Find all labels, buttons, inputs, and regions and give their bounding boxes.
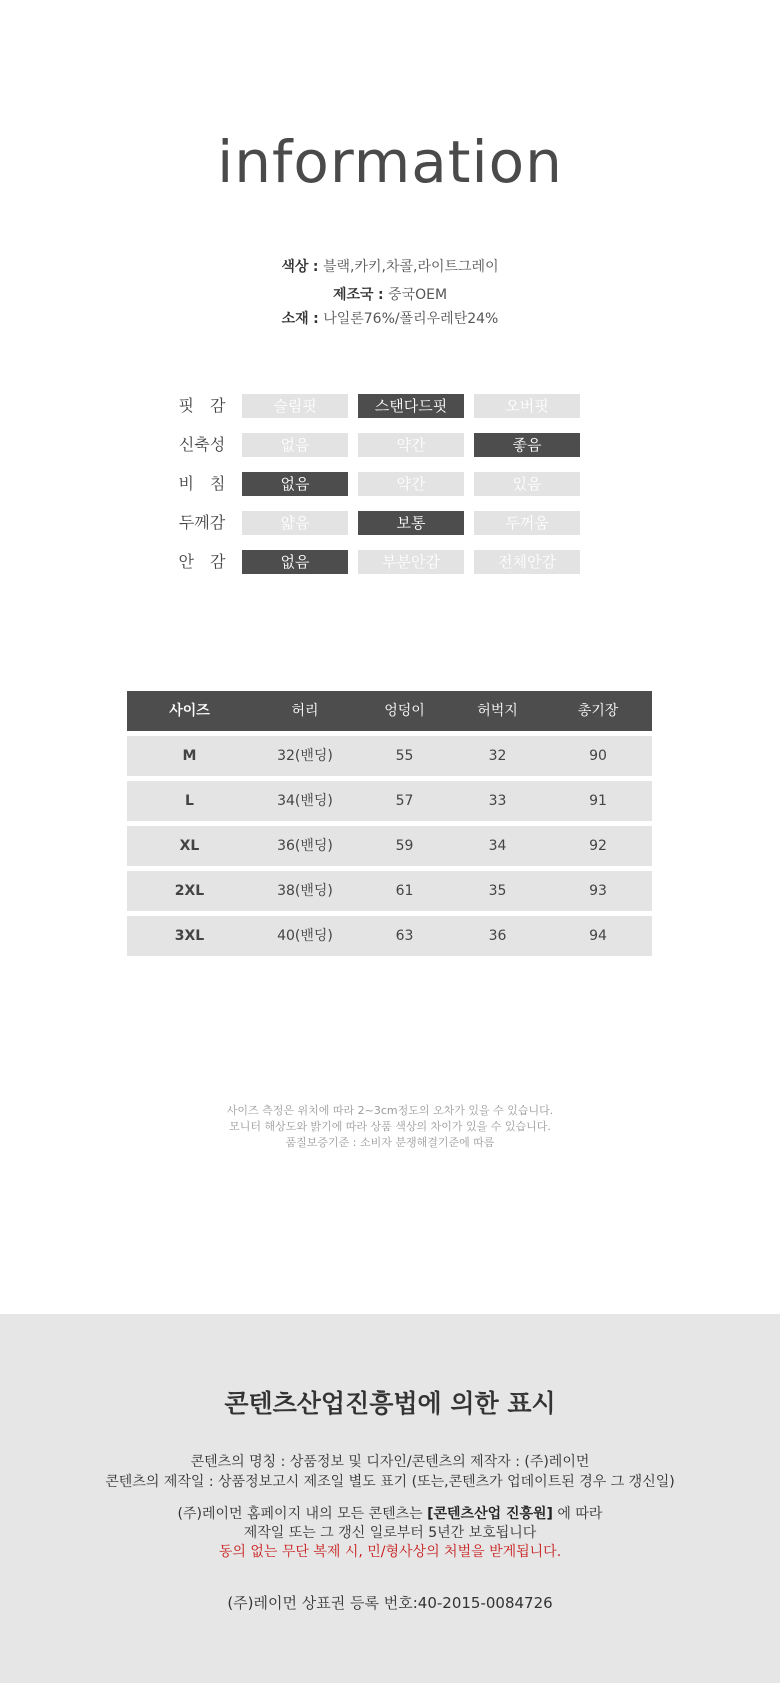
attribute-option-selected: 스탠다드핏 [358,394,464,418]
cell-hip: 63 [395,928,414,944]
attribute-option: 오버핏 [474,394,580,418]
header-waist: 허리 [291,703,319,719]
attribute-row [0,549,780,575]
attribute-label: 안 감 [178,552,226,571]
table-row [127,916,652,956]
attribute-option: 부분안감 [358,550,464,574]
cell-waist: 36(밴딩) [277,838,333,854]
cell-length: 93 [589,883,607,899]
cell-hip: 55 [395,748,414,764]
attribute-option: 약간 [358,472,464,496]
header-length: 총기장 [577,703,619,719]
attribute-option-selected: 없음 [242,550,348,574]
attribute-label: 신축성 [178,435,226,454]
note-measurement: 사이즈 측정은 위치에 따라 2~3cm정도의 오차가 있을 수 있습니다. [226,1104,554,1117]
attribute-label: 두께감 [178,513,226,532]
cell-size: 3XL [174,928,205,944]
attribute-option: 슬림핏 [242,394,348,418]
cell-length: 92 [589,838,607,854]
footer-protection-agency: [콘텐츠산업 진흥원] [427,1506,553,1522]
footer-protection-post: 에 따라 [552,1506,603,1522]
page-title: information [217,128,563,196]
color-label: 색상 [281,259,309,275]
origin-label: 제조국 [332,287,374,303]
cell-thigh: 36 [488,928,507,944]
footer-warning: 동의 없는 무단 복제 시, 민/형사상의 처벌을 받게됩니다. [218,1544,562,1560]
attribute-option: 전체안감 [474,550,580,574]
attribute-option: 두꺼움 [474,511,580,535]
attribute-option-selected: 없음 [242,472,348,496]
cell-hip: 59 [395,838,414,854]
cell-thigh: 33 [488,793,507,809]
attribute-option: 약간 [358,433,464,457]
cell-length: 90 [589,748,607,764]
origin-info [0,284,780,304]
material-separator: : [313,311,319,327]
material-info [0,308,780,328]
material-value: 나일론76%/폴리우레탄24% [323,311,499,327]
attribute-row [0,510,780,536]
footer-line-name: 콘텐츠의 명칭 : 상품정보 및 디자인/콘텐츠의 제작자 : (주)레이먼 [190,1454,590,1470]
note-quality: 품질보증기준 : 소비자 분쟁해결기준에 따름 [285,1136,495,1149]
color-value: 블랙,카키,차콜,라이트그레이 [322,259,499,275]
cell-size: L [185,793,194,809]
header-size: 사이즈 [169,703,210,719]
attribute-option-selected: 보통 [358,511,464,535]
attribute-label: 비 침 [178,474,226,493]
cell-length: 94 [589,928,607,944]
material-label: 소재 [281,311,309,327]
cell-size: XL [179,838,200,854]
table-row [127,781,652,821]
header-hip: 엉덩이 [384,703,425,719]
footer-line-protection [0,1503,780,1523]
attribute-option: 있음 [474,472,580,496]
footer-trademark: (주)레이먼 상표권 등록 번호:40-2015-0084726 [227,1594,553,1612]
note-monitor: 모니터 해상도와 밝기에 따라 상품 색상의 차이가 있을 수 있습니다. [229,1120,551,1133]
table-row [127,871,652,911]
footer-title: 콘텐츠산업진흥법에 의한 표시 [224,1389,556,1418]
footer-protection-pre: (주)레이먼 홈페이지 내의 모든 콘텐츠는 [177,1506,428,1522]
cell-hip: 61 [395,883,414,899]
attribute-option: 없음 [242,433,348,457]
attribute-label: 핏 감 [178,396,226,415]
footer-line-period: 제작일 또는 그 갱신 일로부터 5년간 보호됩니다 [243,1525,537,1541]
cell-thigh: 34 [488,838,507,854]
cell-thigh: 32 [488,748,507,764]
attribute-row [0,432,780,458]
header-thigh: 허벅지 [477,703,518,719]
content-notice-footer [0,1314,780,1683]
cell-length: 91 [589,793,607,809]
table-row [127,736,652,776]
origin-value: 중국OEM [388,287,448,303]
cell-waist: 32(밴딩) [277,748,333,764]
origin-separator: : [377,287,384,303]
cell-hip: 57 [395,793,414,809]
color-separator: : [312,259,319,275]
table-row [127,826,652,866]
footer-line-date: 콘텐츠의 제작일 : 상품정보고시 제조일 별도 표기 (또는,콘텐츠가 업데이트된 경우 그 갱신일) [105,1474,675,1490]
cell-size: 2XL [174,883,205,899]
cell-waist: 34(밴딩) [277,793,333,809]
attribute-row [0,471,780,497]
cell-size: M [182,748,197,764]
attribute-option: 얇음 [242,511,348,535]
cell-waist: 38(밴딩) [277,883,333,899]
attribute-row [0,393,780,419]
attribute-option-selected: 좋음 [474,433,580,457]
size-table-header [127,691,652,731]
color-info [0,256,780,276]
cell-waist: 40(밴딩) [277,928,333,944]
cell-thigh: 35 [488,883,507,899]
